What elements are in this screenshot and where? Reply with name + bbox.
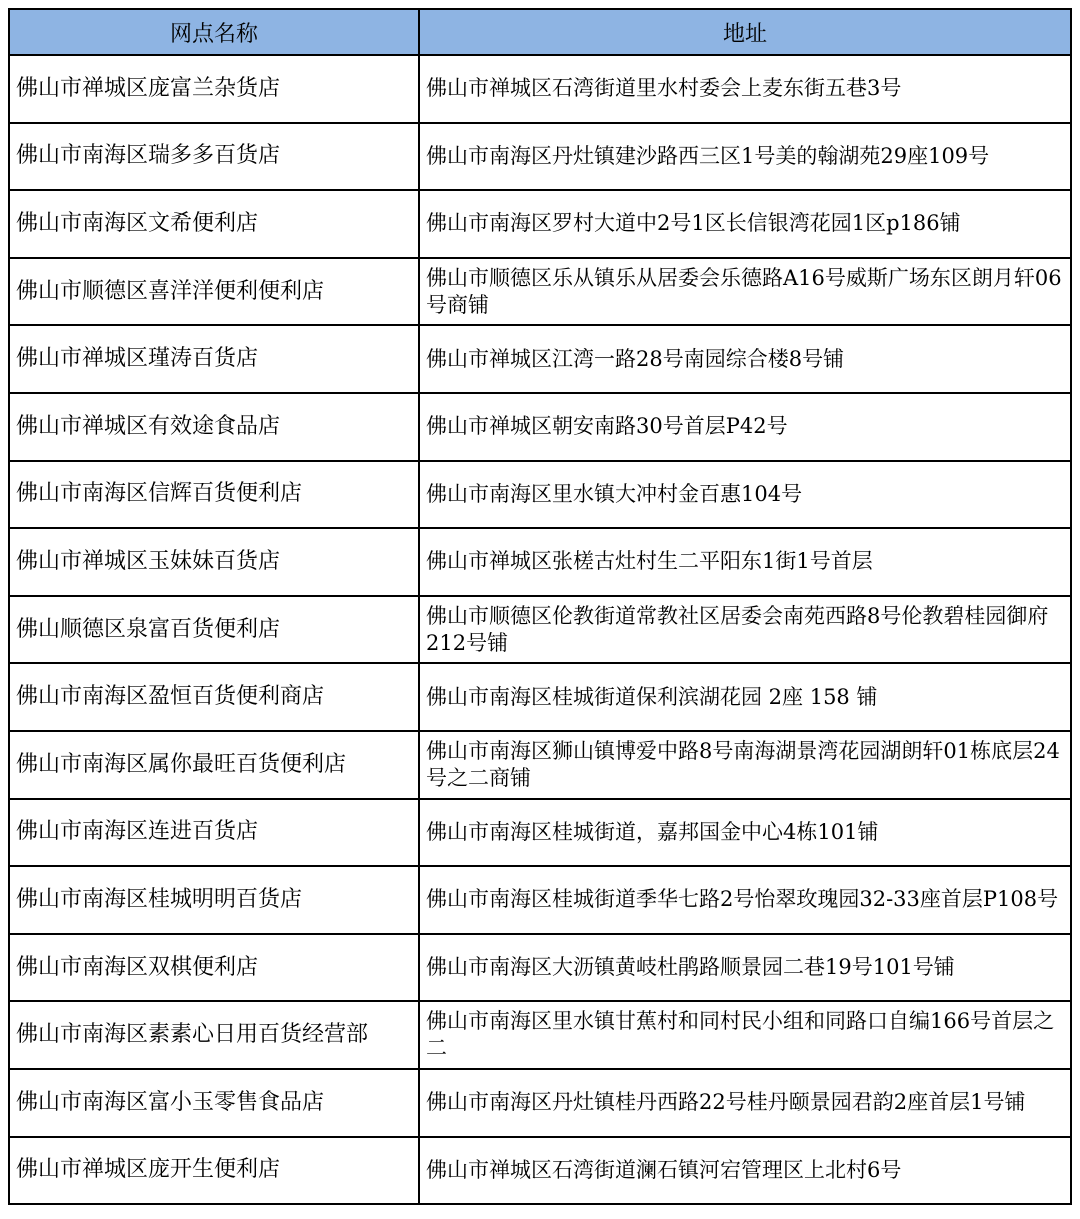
table-row xyxy=(9,258,1071,326)
table-row xyxy=(9,663,1071,731)
address-cell: 佛山市南海区丹灶镇建沙路西三区1号美的翰湖苑29座109号 xyxy=(419,123,1071,191)
address-cell: 佛山市南海区丹灶镇桂丹西路22号桂丹颐景园君韵2座首层1号铺 xyxy=(419,1069,1071,1137)
outlet-name-cell: 佛山市南海区信辉百货便利店 xyxy=(9,461,419,529)
outlet-table-container xyxy=(8,8,1070,1205)
address-cell: 佛山市南海区大沥镇黄岐杜鹃路顺景园二巷19号101号铺 xyxy=(419,934,1071,1002)
outlet-name-cell: 佛山市南海区连进百货店 xyxy=(9,799,419,867)
outlet-table xyxy=(8,8,1072,1205)
outlet-name-cell: 佛山市南海区瑞多多百货店 xyxy=(9,123,419,191)
table-row xyxy=(9,190,1071,258)
table-row xyxy=(9,393,1071,461)
address-cell: 佛山市顺德区乐从镇乐从居委会乐德路A16号威斯广场东区朗月轩06号商铺 xyxy=(419,258,1071,326)
table-row xyxy=(9,799,1071,867)
address-cell: 佛山市南海区狮山镇博爱中路8号南海湖景湾花园湖朗轩01栋底层24号之二商铺 xyxy=(419,731,1071,799)
address-cell: 佛山市禅城区江湾一路28号南园综合楼8号铺 xyxy=(419,325,1071,393)
address-cell: 佛山市南海区里水镇大冲村金百惠104号 xyxy=(419,461,1071,529)
address-cell: 佛山市南海区罗村大道中2号1区长信银湾花园1区p186铺 xyxy=(419,190,1071,258)
outlet-name-cell: 佛山市禅城区瑾涛百货店 xyxy=(9,325,419,393)
outlet-name-cell: 佛山市顺德区喜洋洋便利便利店 xyxy=(9,258,419,326)
outlet-name-cell: 佛山市南海区桂城明明百货店 xyxy=(9,866,419,934)
header-address: 地址 xyxy=(419,9,1071,55)
address-cell: 佛山市禅城区朝安南路30号首层P42号 xyxy=(419,393,1071,461)
address-cell: 佛山市禅城区张槎古灶村生二平阳东1街1号首层 xyxy=(419,528,1071,596)
table-row xyxy=(9,123,1071,191)
table-row xyxy=(9,325,1071,393)
table-row xyxy=(9,528,1071,596)
address-cell: 佛山市南海区桂城街道季华七路2号怡翠玫瑰园32-33座首层P108号 xyxy=(419,866,1071,934)
table-row xyxy=(9,1137,1071,1205)
outlet-name-cell: 佛山市南海区文希便利店 xyxy=(9,190,419,258)
outlet-name-cell: 佛山市南海区盈恒百货便利商店 xyxy=(9,663,419,731)
address-cell: 佛山市顺德区伦教街道常教社区居委会南苑西路8号伦教碧桂园御府212号铺 xyxy=(419,596,1071,664)
outlet-name-cell: 佛山市南海区富小玉零售食品店 xyxy=(9,1069,419,1137)
table-row xyxy=(9,934,1071,1002)
table-row xyxy=(9,731,1071,799)
header-outlet-name: 网点名称 xyxy=(9,9,419,55)
header-row xyxy=(9,9,1071,55)
outlet-name-cell: 佛山顺德区泉富百货便利店 xyxy=(9,596,419,664)
outlet-name-cell: 佛山市南海区双棋便利店 xyxy=(9,934,419,1002)
table-row xyxy=(9,55,1071,123)
outlet-name-cell: 佛山市禅城区有效途食品店 xyxy=(9,393,419,461)
table-row xyxy=(9,866,1071,934)
address-cell: 佛山市禅城区石湾街道澜石镇河宕管理区上北村6号 xyxy=(419,1137,1071,1205)
table-row xyxy=(9,1069,1071,1137)
address-cell: 佛山市南海区桂城街道，嘉邦国金中心4栋101铺 xyxy=(419,799,1071,867)
outlet-name-cell: 佛山市禅城区庞富兰杂货店 xyxy=(9,55,419,123)
table-row xyxy=(9,596,1071,664)
outlet-name-cell: 佛山市禅城区玉妹妹百货店 xyxy=(9,528,419,596)
outlet-name-cell: 佛山市南海区属你最旺百货便利店 xyxy=(9,731,419,799)
outlet-name-cell: 佛山市禅城区庞开生便利店 xyxy=(9,1137,419,1205)
table-row xyxy=(9,1001,1071,1069)
table-row xyxy=(9,461,1071,529)
address-cell: 佛山市禅城区石湾街道里水村委会上麦东街五巷3号 xyxy=(419,55,1071,123)
address-cell: 佛山市南海区里水镇甘蕉村和同村民小组和同路口自编166号首层之二 xyxy=(419,1001,1071,1069)
outlet-name-cell: 佛山市南海区素素心日用百货经营部 xyxy=(9,1001,419,1069)
address-cell: 佛山市南海区桂城街道保利滨湖花园 2座 158 铺 xyxy=(419,663,1071,731)
